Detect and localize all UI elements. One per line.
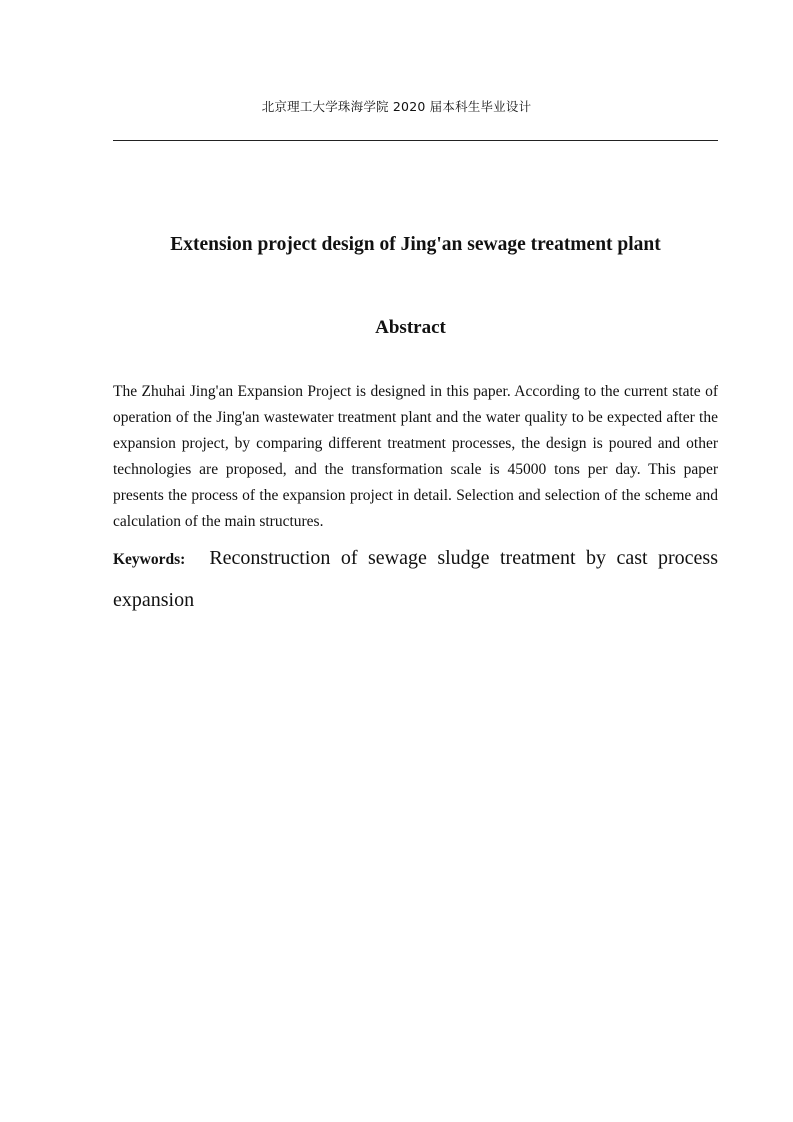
header-divider [113, 140, 718, 141]
keywords-label: Keywords: [113, 551, 186, 568]
keywords-line [113, 538, 718, 621]
abstract-body: The Zhuhai Jing'an Expansion Project is designed in this paper. According to the current state of operation of the Jing'an wastewater treatment plant and the water quality to be expected after the expansion project, by comparing different treatment processes, the design is poured and other technologies are proposed, and the transformation scale is 45000 tons per day. This paper presents the process of the expansion project in detail. Selection and selection of the scheme and calculation of the main structures. [113, 383, 718, 530]
running-header: 北京理工大学珠海学院 2020 届本科生毕业设计 [261, 99, 532, 114]
keywords-text: Reconstruction of sewage sludge treatment by cast process expansion [113, 547, 718, 611]
paper-title: Extension project design of Jing'an sewage treatment plant [170, 234, 661, 255]
abstract-heading: Abstract [375, 317, 446, 338]
